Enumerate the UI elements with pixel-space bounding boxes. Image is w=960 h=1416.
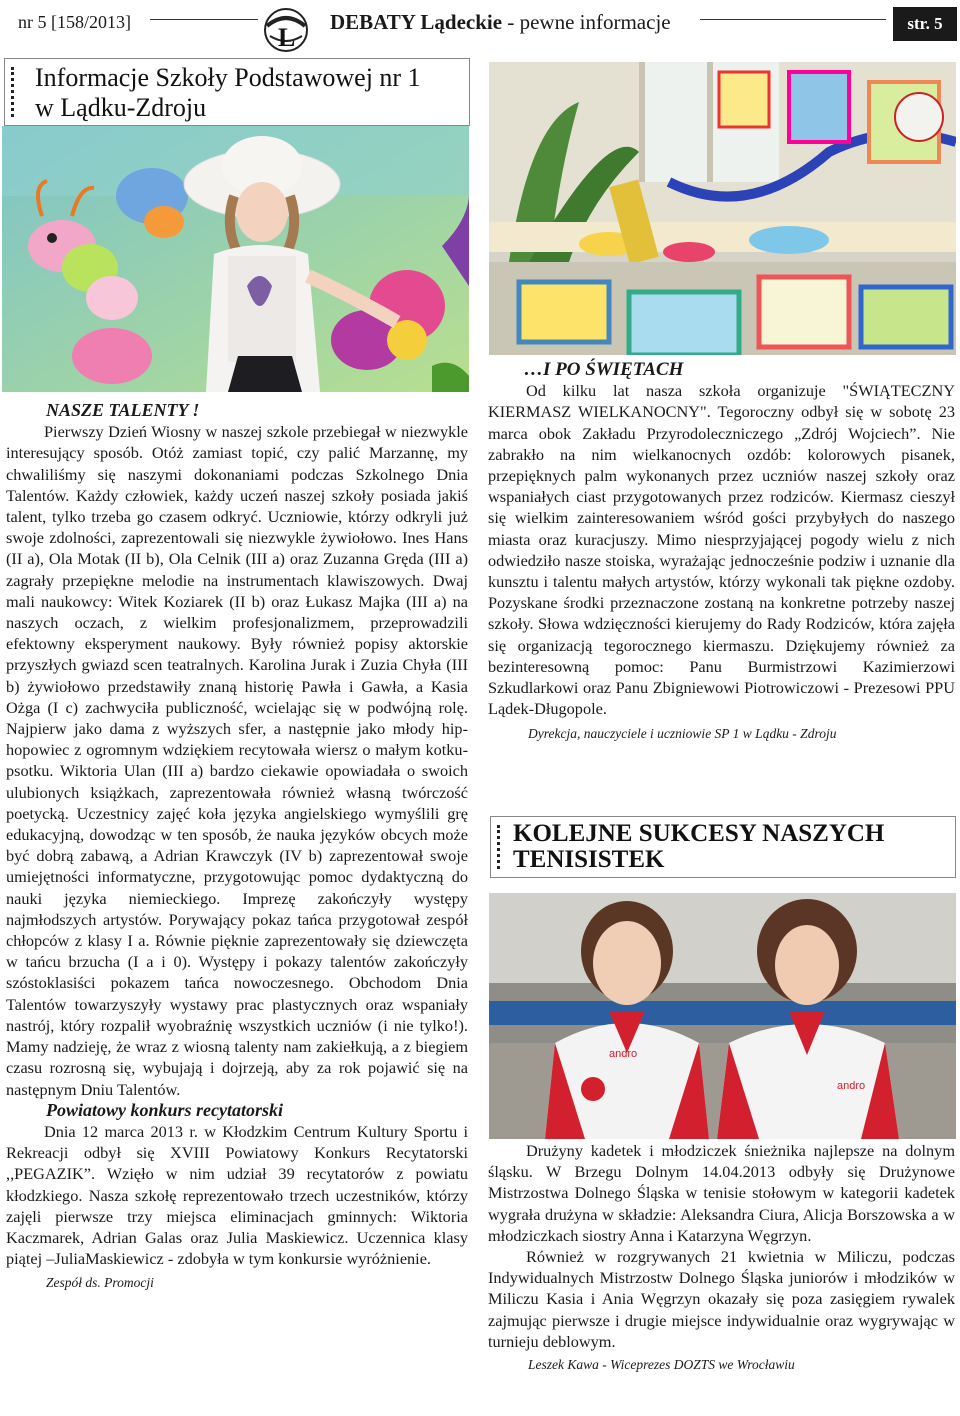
easter-signature: Dyrekcja, nauczyciele i uczniowie SP 1 w Lądku - Zdroju	[528, 726, 837, 742]
tennis-signature: Leszek Kawa - Wiceprezes DOZTS we Wrocławiu	[528, 1357, 795, 1373]
issue-number: nr 5 [158/2013]	[18, 12, 131, 32]
logo-letter: L	[278, 23, 296, 52]
tennis-article-2: Również w rozgrywanych 21 kwietnia w Miliczu, podczas Indywidualnych Mistrzostw Dolnego Śląska juniorów i młodzików w Miliczu Kasia i Ania Węgrzyn okazały się poza zasięgiem rywalek zajmując pierwsze i drugie miejsce indywidualnie oraz wygrywając w turnieju deblowym.	[488, 1247, 955, 1351]
contest-title: Powiatowy konkurs recytatorski	[46, 1099, 284, 1120]
page-header	[0, 0, 960, 52]
easter-article: Od kilku lat nasza szkoła organizuje "ŚWIĄTECZNY KIERMASZ WIELKANOCNY". Tegoroczny odbył się w sobotę 23 marca obok Zakładu Przyrodoleczniczego „Zdrój Wojciech”. Nie zabrakło na nim wielkanocnych ozdób: kolorowych pisanek, przepięknych palm wykonanych przez uczniów naszej szkoły oraz wspaniałych ciast przygotowanych przez rodziców. Kiermasz cieszył się wielkim zainteresowaniem wśród gości przybyłych do naszego miasta oraz kuracjuszy. Mimo niesprzyjającej pogody wielu z nich odwiedziło nasze stoiska, wyrażając jednocześnie podziw i uznanie dla kunsztu i talentu małych artystów, którzy wykonali tak piękne ozdoby. Pozyskane środki przeznaczone zostaną na konkretne potrzeby naszej szkoły. Słowa wdzięczności kierujemy do Rady Rodziców, która zajęła się organizacją tegorocznego kiermaszu. Dziękujemy również za bezinteresowną pomoc: Panu Burmistrzowi Kazimierzowi Szkudlarkowi oraz Panu Zbigniewowi Piotrowiczowi - Prezesowi PPU Lądek-Długopole.	[488, 381, 955, 719]
jersey-brand-left: andro	[609, 1048, 638, 1060]
tennis-heading	[490, 816, 956, 878]
tennis-article-1: Drużyny kadetek i młodziczek śnieżnika najlepsze na dolnym śląsku. W Brzegu Dolnym 14.04.2013 odbyły się Drużynowe Mistrzostwa Dolnego Śląska w tenisie stołowym w kategorii kadetek wygrała drużyna w składzie: Aleksandra Ciura, Alicja Borszowska a w młodziczkach siostry Anna i Katarzyna Węgrzyn.	[488, 1141, 955, 1245]
school-info-heading	[4, 58, 470, 126]
tennis-heading-title: KOLEJNE SUKCESY NASZYCH TENISISTEK	[513, 820, 885, 873]
tennis-players-photo	[489, 893, 956, 1139]
header-rule-left	[150, 19, 258, 20]
page-number-badge: str. 5	[893, 7, 957, 41]
dotted-marker	[11, 67, 14, 117]
dotted-marker	[497, 825, 500, 869]
debaty-logo-icon	[262, 6, 310, 54]
jersey-brand-right: andro	[837, 1080, 866, 1092]
tennis-section	[488, 1140, 955, 1375]
header-rule-right	[700, 19, 886, 20]
heading-title: Informacje Szkoły Podstawowej nr 1 w Lądku-Zdroju	[35, 63, 421, 122]
newspaper-title: DEBATY Lądeckie - pewne informacje	[330, 10, 671, 34]
easter-title: …I PO ŚWIĘTACH	[524, 359, 684, 380]
easter-fair-photo	[489, 62, 956, 355]
left-column	[6, 400, 468, 1294]
contest-article: Dnia 12 marca 2013 r. w Kłodzkim Centrum Kultury Sportu i Rekreacji odbył się XVIII Powiatowy Konkurs Recytatorski ,,PEGAZIK”. Wzięło w nim udział 39 recytatorów z powiatu kłodzkiego. Nasza szkołę reprezentowało trzech uczestników, którzy zajęli pierwsze trzy miejsca eliminacjach gminnych: Wiktoria Kaczmarek, Adrian Galas oraz Julia Maskiewicz. Uczennica klasy piątej –JuliaMaskiewicz - zdobyła w tym konkursie wyróżnienie.	[6, 1121, 468, 1269]
girl-in-hat-photo	[2, 126, 469, 392]
promotion-signature: Zespół ds. Promocji	[46, 1275, 154, 1291]
talents-title: NASZE TALENTY !	[46, 400, 200, 420]
talents-article: Pierwszy Dzień Wiosny w naszej szkole przebiegał w niezwykle interesujący sposób. Otóż zamiast topić, czy palić Marzannę, my chwaliliśmy się naszymi dokonaniami podczas Szkolnego Dnia Talentów. Każdy człowiek, każdy uczeń naszej szkoły posiada jakiś talent, tylko trzeba go czasem odkryć. Uczniowie, którzy odkryli już swoje zdolności, zaprezentowali się niezwykle żywiołowo. Ines Hans (II a), Ola Motak (II b), Ola Celnik (III a) oraz Zuzanna Gręda (III a) zagrały przepiękne melodie na instrumentach klawiszowych. Dwaj mali naukowcy: Witek Koziarek (II b) oraz Łukasz Majka (III a) na naszych oczach, z wielkim profesjonalizmem, przeprowadzili efektowny eksperyment naukowy. Były również popisy aktorskie przyszłych gwiazd scen teatralnych. Karolina Jurak i Zuzia Chyła (III b) żywiołowo przedstawiły znaną historię Pawła i Gawła, a Kasia Ożga (I c) zachwyciła publiczność, wcielając się w podwójną rolę. Najpierw jako dama z wyższych sfer, a następnie jako młody hip-hopowiec z ogromnym wdziękiem recytowała wiersz o małym kotku-psotku. Wiktoria Ulan (III a) bardzo ciekawie opowiadała o swoich ulubionych książkach, zaprezentowała również własną twórczość poetycką. Uczestnicy zajęć koła języka angielskiego wymyślili grę edukacyjną, dowodząc w ten sposób, że nauka języków obcych może być dobrą zabawą, a Adrian Krawczyk (IV b) zaprezentował swoje umiejętności informatyczne, przygotowując pomoc dydaktyczną do nauki języka niemieckiego. Imprezę zakończyły występy najmłodszych artystów. Porywający pokaz tańca przygotował zespół chłopców z klasy I a. Równie pięknie zaprezentowały się dziewczęta w tańcu brzucha (I a i 0). Występy i pokazy talentów zakończyły szóstoklasiści pokazem tańca nowoczesnego. Obchodom Dnia Talentów towarzyszyły wystawy prac plastycznych oraz wspaniały nastrój, który rozpalił wyobraźnię wszystkich uczniów (i nie tylko!). Mamy nadzieję, że wraz z wiosną talenty nam zakiełkują, a z biegiem czasu rozrosną się, wybujają i dojrzeją, aby za rok pojawić się na następnym Dniu Talentów.	[6, 422, 468, 1099]
easter-section	[488, 359, 955, 745]
